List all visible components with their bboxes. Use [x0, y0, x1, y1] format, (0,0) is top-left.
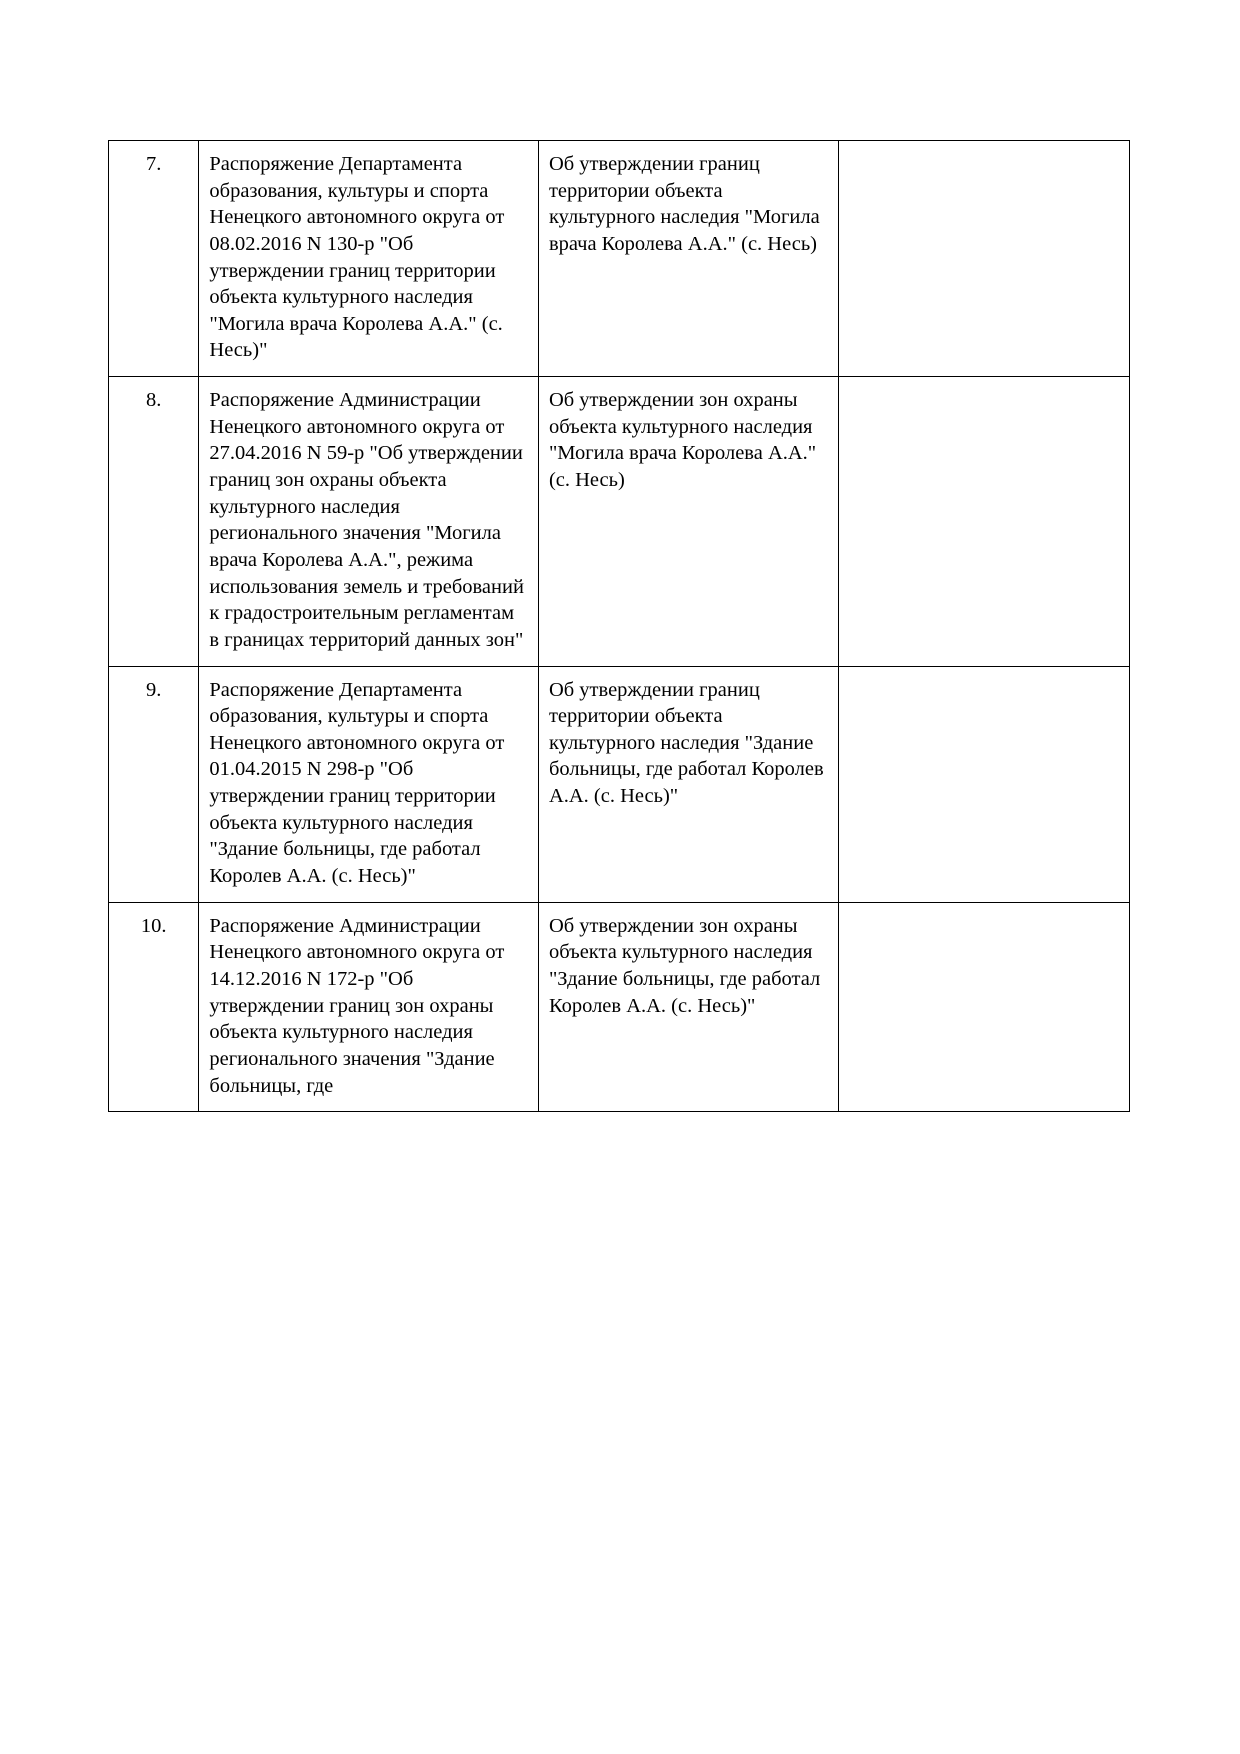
row-number-cell: [109, 902, 199, 1111]
document-description-cell: [538, 902, 838, 1111]
document-note-cell: [839, 666, 1130, 902]
row-number: 8.: [146, 389, 162, 412]
row-number-cell: [109, 377, 199, 666]
document-note-cell: [839, 902, 1130, 1111]
table-row: [109, 377, 1130, 666]
document-description: Об утверждении зон охраны объекта культурного наследия "Могила врача Королева А.А." (с. Несь): [548, 389, 817, 492]
table-row: [109, 666, 1130, 902]
document-description: Об утверждении зон охраны объекта культурного наследия "Здание больницы, где работал Королев А.А. (с. Несь)": [548, 914, 821, 1017]
document-note-cell: [839, 377, 1130, 666]
document-title: Распоряжение Администрации Ненецкого автономного округа от 27.04.2016 N 59-р "Об утверждении границ зон охраны объекта культурного наследия регионального значения "Могила врача Королева А.А.", режима использования земель и требований к градостроительным регламентам в границах территорий данных зон": [209, 389, 524, 651]
document-title-cell: [199, 902, 539, 1111]
document-note-cell: [839, 141, 1130, 377]
document-title: Распоряжение Департамента образования, культуры и спорта Ненецкого автономного округа от 01.04.2015 N 298-р "Об утверждении границ территории объекта культурного наследия "Здание больницы, где работал Королев А.А. (с. Несь)": [209, 678, 505, 888]
table-body: [109, 141, 1130, 1112]
row-number-cell: [109, 141, 199, 377]
document-description: Об утверждении границ территории объекта культурного наследия "Могила врача Королева А.А." (с. Несь): [548, 153, 820, 255]
document-description-cell: [538, 141, 838, 377]
document-description-cell: [538, 377, 838, 666]
document-title: Распоряжение Департамента образования, культуры и спорта Ненецкого автономного округа от 08.02.2016 N 130-р "Об утверждении границ территории объекта культурного наследия "Могила врача Королева А.А." (с. Несь)": [209, 153, 505, 362]
document-description: Об утверждении границ территории объекта культурного наследия "Здание больницы, где работал Королев А.А. (с. Несь)": [548, 678, 824, 808]
document-description-cell: [538, 666, 838, 902]
document-title: Распоряжение Администрации Ненецкого автономного округа от 14.12.2016 N 172-р "Об утверждении границ зон охраны объекта культурного наследия регионального значения "Здание больницы, где: [209, 914, 505, 1097]
table-row: [109, 141, 1130, 377]
row-number-cell: [109, 666, 199, 902]
document-title-cell: [199, 377, 539, 666]
row-number: 7.: [146, 153, 162, 175]
row-number: 9.: [146, 678, 162, 701]
heritage-documents-table: [108, 140, 1130, 1112]
document-title-cell: [199, 141, 539, 377]
document-title-cell: [199, 666, 539, 902]
row-number: 10.: [140, 914, 167, 937]
table-row: [109, 902, 1130, 1111]
